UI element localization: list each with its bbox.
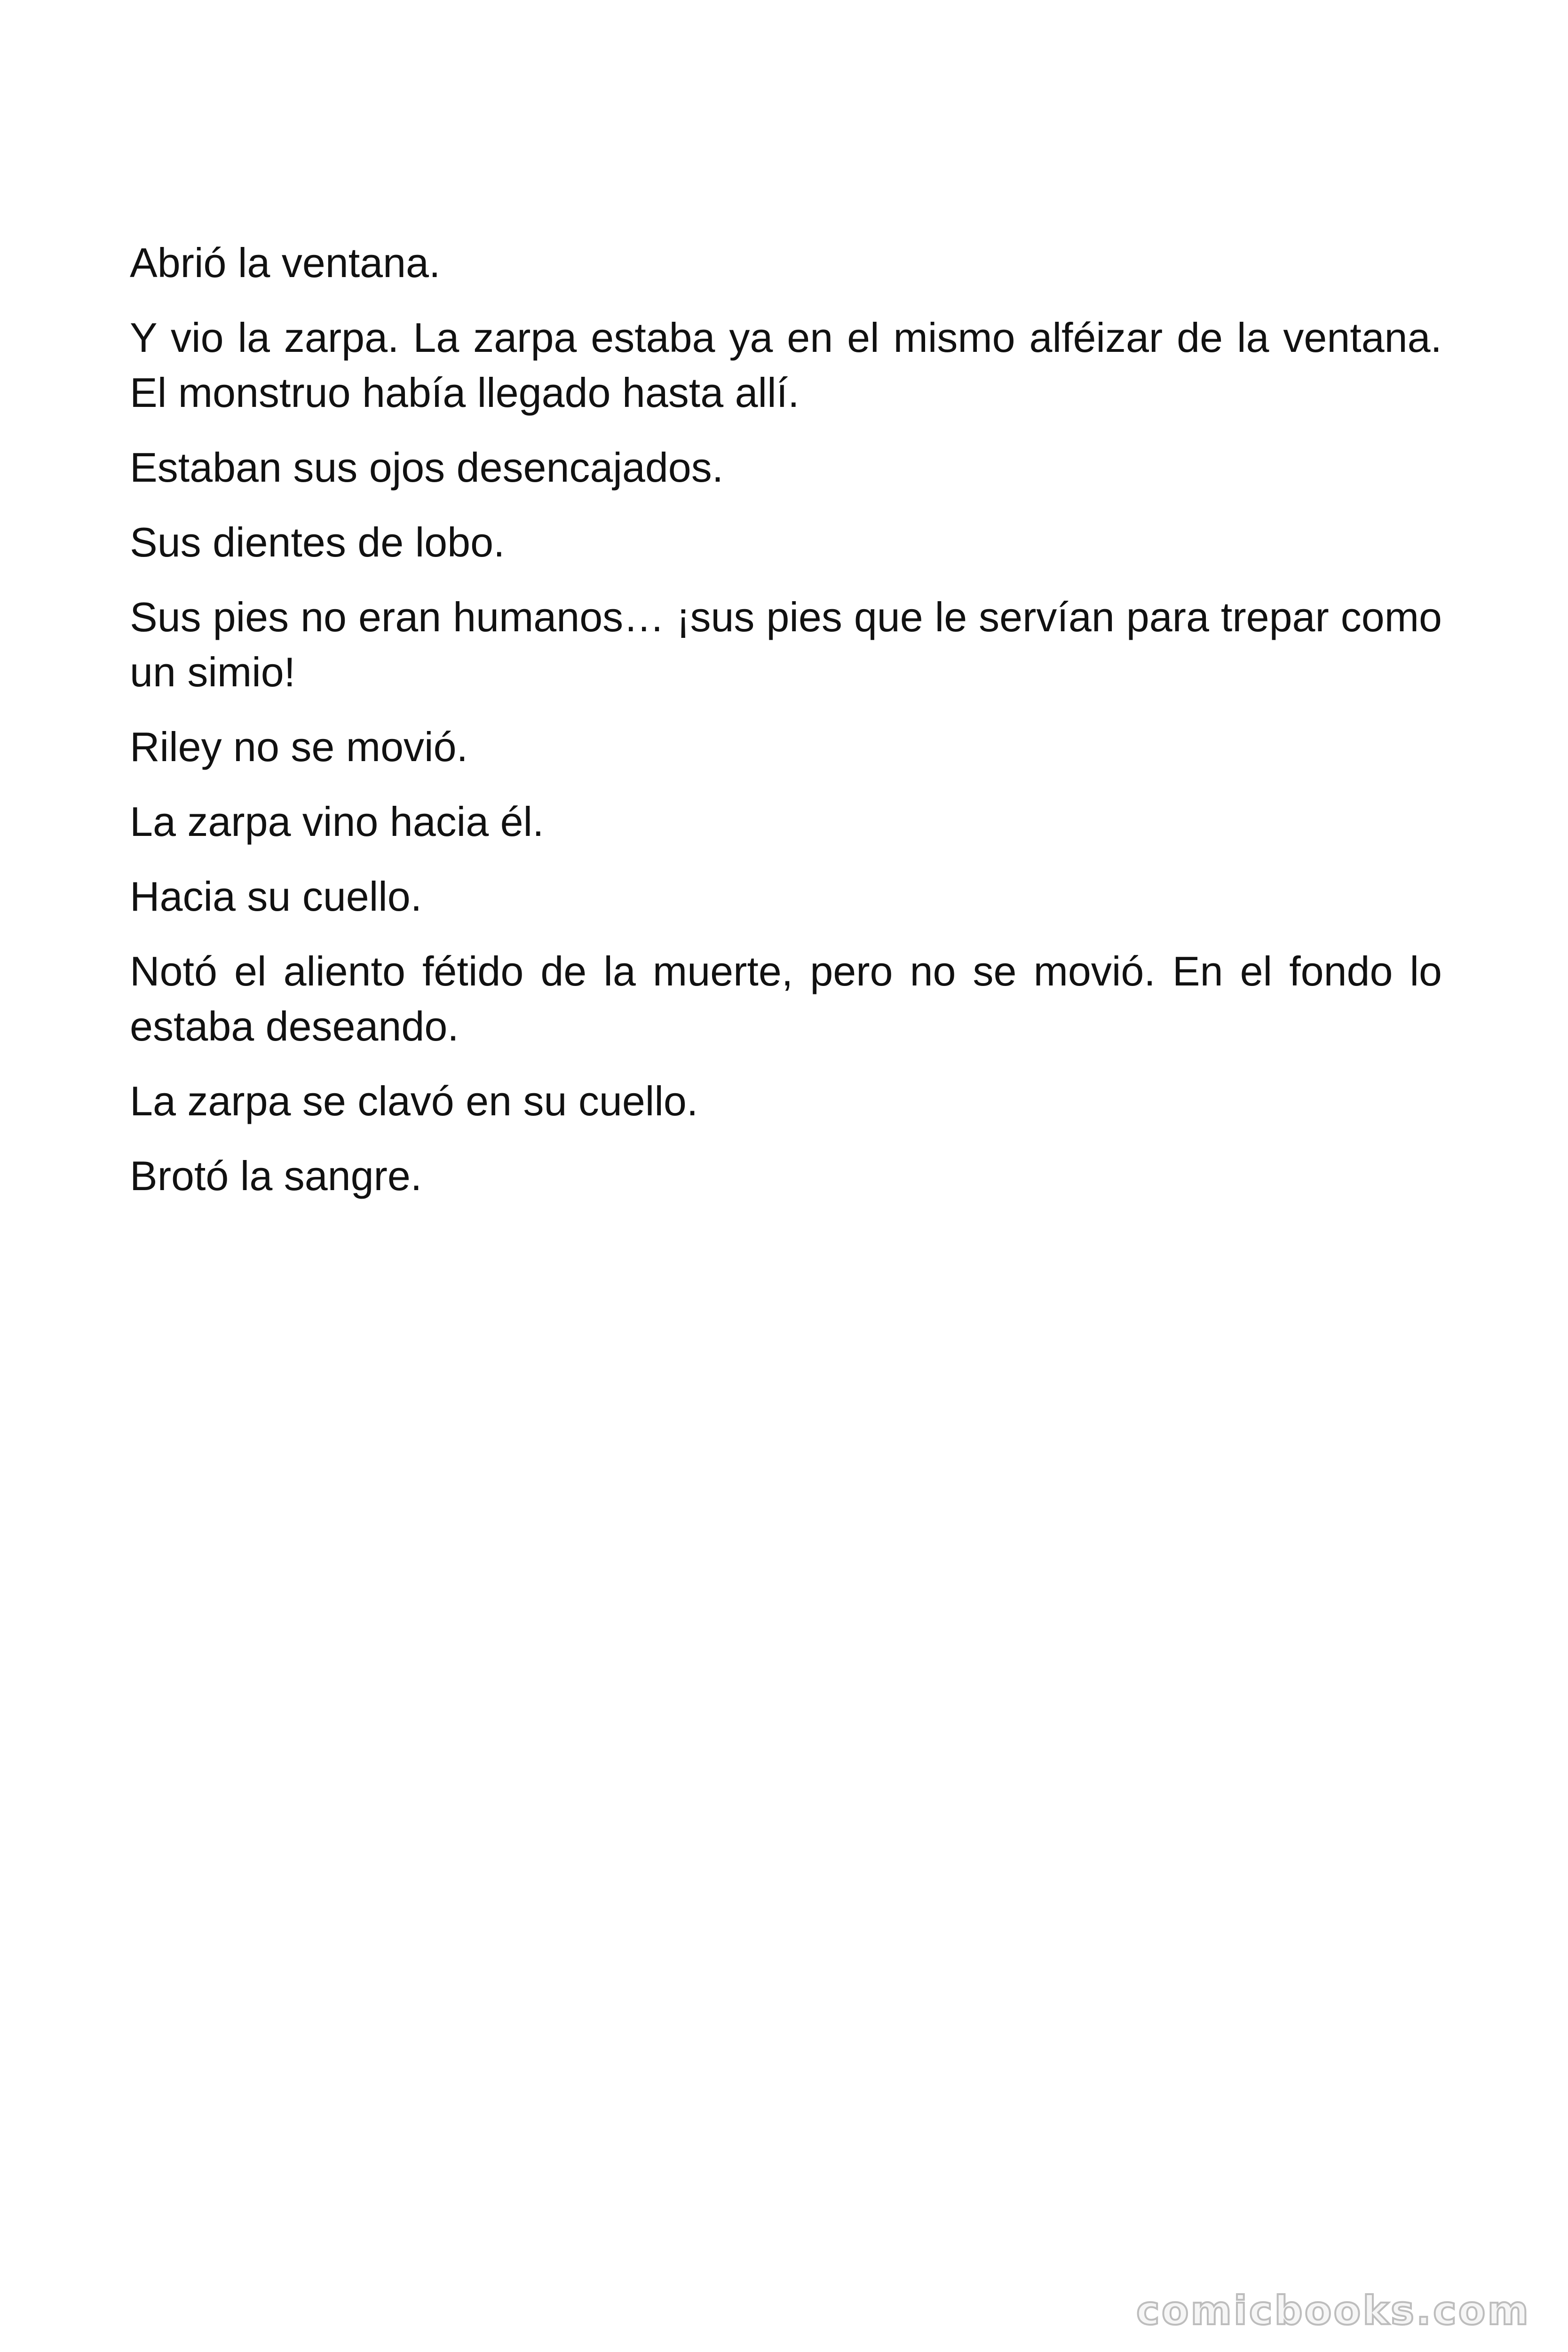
paragraph: La zarpa se clavó en su cuello. bbox=[130, 1078, 698, 1124]
paragraph: Hacia su cuello. bbox=[130, 873, 422, 920]
body-text bbox=[130, 235, 1442, 1223]
paragraph: Sus dientes de lobo. bbox=[130, 519, 505, 565]
paragraph: Brotó la sangre. bbox=[130, 1152, 422, 1199]
paragraph: Abrió la ventana. bbox=[130, 239, 441, 286]
paragraph: Riley no se movió. bbox=[130, 723, 468, 770]
paragraph: Y vio la zarpa. La zarpa estaba ya en el mismo alféizar de la ventana. El monstruo había llegado hasta allí. bbox=[130, 314, 1442, 416]
paragraph: Estaban sus ojos desencajados. bbox=[130, 444, 724, 491]
watermark: comicbooks.com bbox=[1136, 2288, 1530, 2334]
paragraph: Sus pies no eran humanos… ¡sus pies que le servían para trepar como un simio! bbox=[130, 594, 1442, 695]
paragraph: La zarpa vino hacia él. bbox=[130, 798, 544, 845]
paragraph: Notó el aliento fétido de la muerte, pero no se movió. En el fondo lo estaba deseando. bbox=[130, 948, 1442, 1049]
